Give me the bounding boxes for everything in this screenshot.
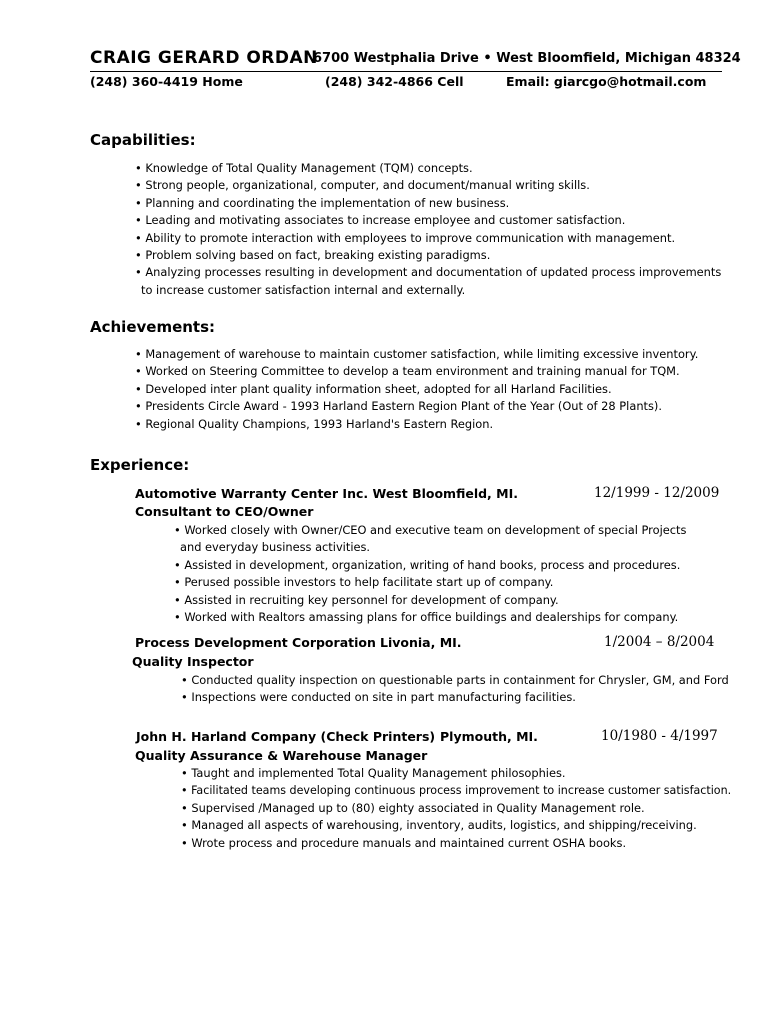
job-location: Livonia, MI. (380, 635, 462, 650)
job-dates: 1/2004 – 8/2004 (604, 634, 715, 650)
list-item: • Managed all aspects of warehousing, inventory, audits, logistics, and shipping/receiving. (181, 818, 697, 833)
experience-heading: Experience: (90, 456, 190, 474)
cell-phone: (248) 342-4866 Cell (325, 74, 464, 89)
job-dates: 12/1999 - 12/2009 (594, 485, 720, 501)
job-duties (181, 765, 731, 852)
list-item: • Facilitated teams developing continuous process improvement to increase customer satisfaction. (181, 784, 732, 798)
list-item: • Worked on Steering Committee to develop a team environment and training manual for TQM. (135, 364, 680, 379)
resume-name: CRAIG GERARD ORDAN (90, 48, 318, 68)
continuation-text: and everyday business activities. (180, 540, 371, 555)
continuation-text: to increase customer satisfaction internal and externally. (141, 282, 466, 297)
list-item: • Taught and implemented Total Quality Management philosophies. (181, 766, 566, 780)
resume-address: 6700 Westphalia Drive • West Bloomfield, Michigan 48324 (313, 51, 741, 66)
job-duties (181, 672, 729, 707)
list-item: • Management of warehouse to maintain customer satisfaction, while limiting excessive inventory. (135, 347, 699, 361)
list-item-continuation (135, 282, 721, 299)
list-item: • Ability to promote interaction with employees to improve communication with management. (135, 230, 676, 245)
list-item: • Conducted quality inspection on questionable parts in containment for Chrysler, GM, and Ford (181, 673, 729, 687)
list-item: • Perused possible investors to help facilitate start up of company. (174, 575, 554, 590)
home-phone: (248) 360-4419 Home (90, 74, 243, 89)
achievements-list (135, 346, 698, 433)
list-item: • Developed inter plant quality information sheet, adopted for all Harland Facilities. (135, 381, 612, 396)
job-title: Consultant to CEO/Owner (135, 504, 314, 519)
list-item: • Assisted in development, organization, writing of hand books, process and procedures. (174, 557, 681, 572)
job-location: Plymouth, MI. (440, 729, 538, 744)
email: Email: giarcgo@hotmail.com (506, 74, 707, 89)
list-item: • Worked closely with Owner/CEO and executive team on development of special Projects (174, 523, 687, 537)
job-dates: 10/1980 - 4/1997 (601, 728, 718, 744)
list-item-continuation (174, 539, 686, 556)
list-item: • Inspections were conducted on site in part manufacturing facilities. (181, 690, 576, 705)
list-item: • Analyzing processes resulting in development and documentation of updated process improvements (135, 265, 722, 280)
job-title: Quality Assurance & Warehouse Manager (135, 748, 428, 763)
list-item: • Wrote process and procedure manuals and maintained current OSHA books. (181, 835, 627, 850)
capabilities-list (135, 160, 721, 299)
job-company: Process Development Corporation (135, 635, 376, 650)
list-item: • Problem solving based on fact, breaking existing paradigms. (135, 248, 491, 263)
job-title: Quality Inspector (132, 654, 254, 669)
list-item: • Leading and motivating associates to increase employee and customer satisfaction. (135, 213, 626, 228)
list-item: • Supervised /Managed up to (80) eighty associated in Quality Management role. (181, 800, 645, 815)
job-duties (174, 522, 686, 626)
list-item: • Planning and coordinating the implementation of new business. (135, 195, 510, 210)
list-item: • Regional Quality Champions, 1993 Harland's Eastern Region. (135, 416, 494, 431)
list-item: • Knowledge of Total Quality Management (TQM) concepts. (135, 161, 473, 175)
job-company: John H. Harland Company (Check Printers) (136, 729, 436, 744)
achievements-heading: Achievements: (90, 318, 216, 336)
header-rule (90, 71, 722, 72)
list-item: • Presidents Circle Award - 1993 Harland Eastern Region Plant of the Year (Out of 28 Plants). (135, 399, 662, 414)
list-item: • Worked with Realtors amassing plans for office buildings and dealerships for company. (174, 610, 679, 625)
job-company: Automotive Warranty Center Inc. West Bloomfield, MI. (135, 486, 518, 501)
list-item: • Assisted in recruiting key personnel for development of company. (174, 592, 559, 607)
capabilities-heading: Capabilities: (90, 131, 196, 149)
list-item: • Strong people, organizational, computer, and document/manual writing skills. (135, 178, 590, 193)
